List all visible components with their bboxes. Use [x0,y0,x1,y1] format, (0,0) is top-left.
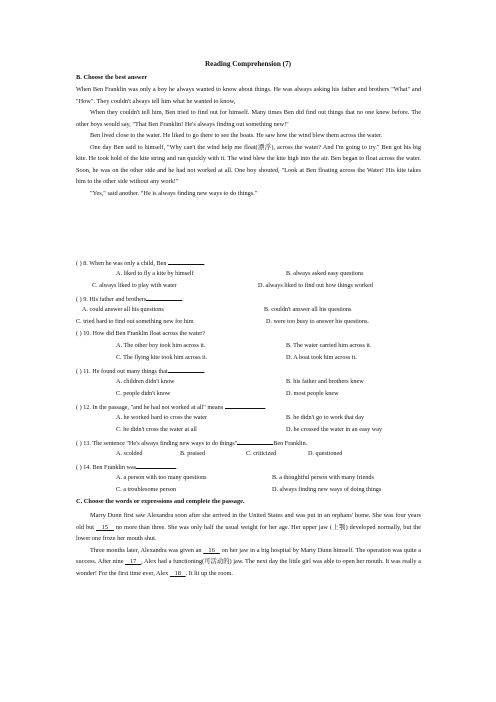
question-tail: . [182,296,184,303]
option: D. always liked to find out how things worked [258,282,373,289]
option: D. questioned [308,450,343,457]
question-number: ( ) 11. [76,368,91,375]
option: A. liked to fly a kite by himself [116,270,194,277]
numbered-blank [203,547,220,554]
question-13 [76,438,307,447]
option: B. praised [180,450,206,457]
option: A. scolded [116,450,143,457]
question-9 [76,294,184,303]
numbered-blank [96,524,114,531]
question-stem: His father and brothers [89,296,147,303]
question-number: ( ) 10. [76,330,91,337]
question-tail: . [176,464,178,471]
option: D. he crossed the water in an easy way [286,426,383,433]
question-number: ( ) 8. [76,260,88,267]
question-11 [76,366,205,375]
passage-paragraph: When Ben Franklin was only a boy he always wanted to know about things. He was always asking his father and brothers "What" and "How". They couldn't always tell him what he wanted to know, [76,86,421,105]
option: A. he worked hard to cross the water [116,414,208,421]
option: A. a person with too many questions [116,474,207,481]
answer-blank [237,438,273,445]
blank-number: 18 [174,569,181,577]
option: C. always liked to play with water [92,282,177,289]
passage-c [76,510,421,579]
question-8 [76,258,206,267]
option: A. children didn't know [116,378,175,385]
passage-b [76,84,421,199]
question-stem: Ben Franklin was [92,464,137,471]
blank-number: 16 [208,546,215,554]
question-12 [76,402,266,411]
option: B. his father and brothers knew [286,378,364,385]
passage-paragraph: "Yes," said another. "He is always finding new ways to do things." [90,189,258,197]
option: C. The flying kite took him across it. [116,354,208,361]
question-tail: . [264,404,267,411]
passage-text: Marry Dunn first saw Alexandra soon after she arrived in the United States and was put in an orphans' home. She was four years old but [76,512,421,531]
passage-text: no more than three. She was only half the usual weight for her age. Her upper jaw (上颚) developed normally, but the lower one froze her mouth shut. [76,523,421,542]
option: B. couldn't answer all his questions [264,306,352,313]
answer-blank [136,462,176,469]
page-title: Reading Comprehension (7) [204,60,292,68]
option: B. The water carried him across it. [286,342,372,349]
option: B. he didn't go to work that day [286,414,365,421]
option: C. tried hard to find out something new for him [76,318,194,325]
question-stem: When he was only a child, Ben [89,260,167,267]
answer-blank [168,366,204,373]
question-number: ( ) 9. [76,296,88,303]
passage-paragraph [76,510,421,545]
option: C. criticized [246,450,277,457]
option: D. always finding new ways of doing things [272,486,382,493]
passage-text: Three months later, Alexandra was given an [90,546,202,554]
section-b-heading: B. Choose the best answer [76,74,148,81]
section-c-heading: C. Choose the words or expressions and complete the passage. [76,498,245,505]
option: B. a thoughtful person with many friends [272,474,374,481]
question-number: ( ) 12. [76,404,91,411]
question-stem: In the passage, "and he had not worked at all" means [92,404,224,411]
passage-paragraph: When they couldn't tell him, Ben tried to find out for himself. Many times Ben did find out things that no one knew before. The other boys would say, "That Ben Franklin! He's always finding out something new!" [76,109,421,128]
option: B. always asked easy questions [286,270,364,277]
option: A. The other boy took him across it. [116,342,206,349]
question-number: ( ) 13. [76,440,91,447]
answer-blank [225,402,265,409]
option: C. people didn't know [116,390,171,397]
question-tail: Ben Franklin. [273,440,308,447]
passage-paragraph: Ben lived close to the water. He liked to go there to see the boats. He saw how the wind blew them across the water. [90,132,383,139]
question-10 [76,330,205,337]
option: D. A boat took him across it. [286,354,357,361]
question-stem: He found out many things that [92,368,168,375]
question-14 [76,462,178,471]
passage-paragraph [76,545,421,580]
question-tail: . [203,368,206,375]
question-stem: The sentence "He's always finding new ways to do things" [92,440,238,447]
question-number: ( ) 14. [76,464,91,471]
option: D. most people knew [286,390,339,397]
passage-text: , Alex had a functioning(可活动的) jaw. The next day the little girl was able to open her mouth. It was really a wonder! For the first time ever, Alex [76,558,421,577]
question-tail: . [204,260,206,267]
numbered-blank [170,570,186,577]
numbered-blank [125,558,141,565]
option: C. he didn't cross the water at all [116,426,197,433]
option: C. a troublesome person [116,486,177,493]
blank-number: 17 [129,558,137,565]
option: A. could answer all his questions [82,306,164,313]
blank-number: 15 [101,523,109,531]
question-stem: How did Ben Franklin float across the water? [92,330,206,337]
option: D. were too busy to answer his questions. [266,318,369,325]
passage-text: . It lit up the room. [185,569,234,577]
passage-paragraph: One day Ben said to himself, "Why can't the wind help me float(漂浮), across the water? And I'm going to try." Ben got his big kite. He took hold of the kite string and ran quickly with it. The wind blew the kite high into the air. Ben began to float across the water. Soon, he was on the other side and he had not worked at all. One boy shouted, "Look at Ben floating across the Water! His kite takes him to the other side without any work!" [76,143,421,185]
passage-text: on her jaw in a big hospital by Marty Dunn himself. The operation was quite a success. After nine [76,546,422,565]
answer-blank [168,258,204,265]
answer-blank [146,294,182,301]
